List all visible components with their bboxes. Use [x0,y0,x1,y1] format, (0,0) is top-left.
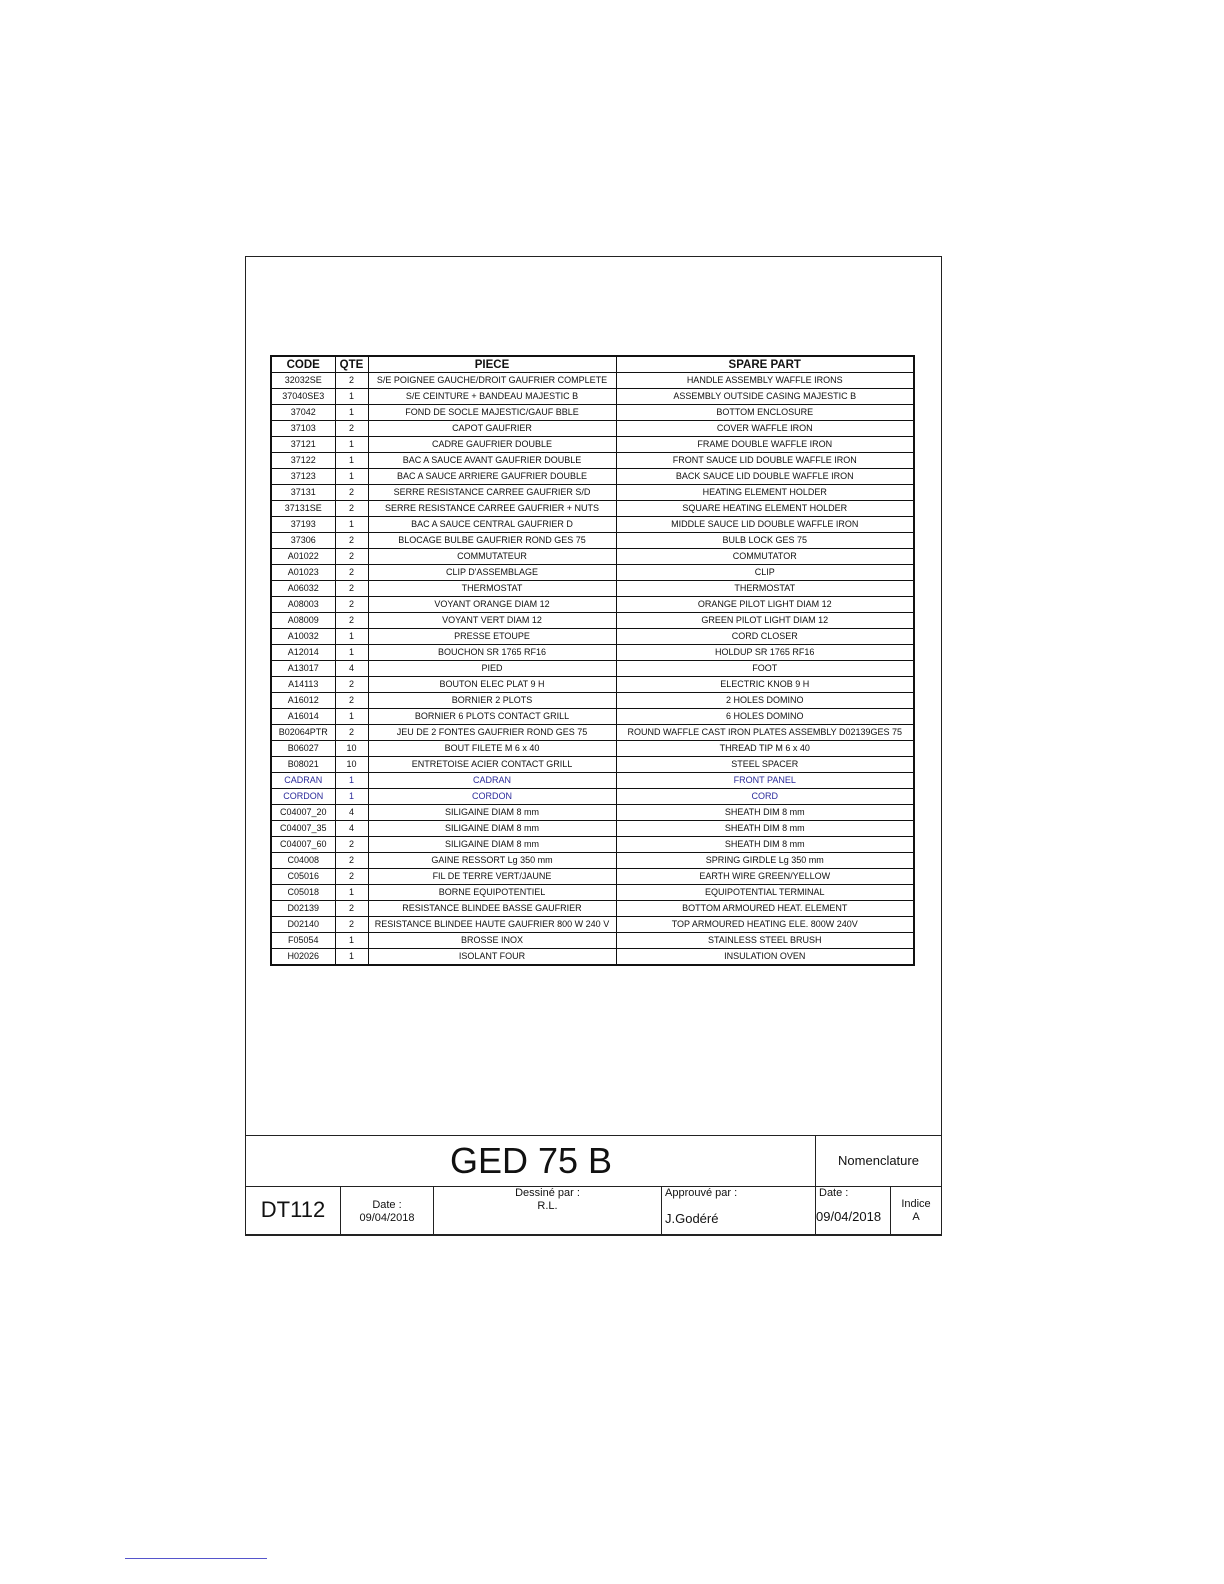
cell-piece: COMMUTATEUR [368,549,616,565]
table-row [271,677,914,693]
cell-piece: S/E CEINTURE + BANDEAU MAJESTIC B [368,389,616,405]
cell-spare-part: EQUIPOTENTIAL TERMINAL [616,885,914,901]
cell-piece: BOUTON ELEC PLAT 9 H [368,677,616,693]
cell-code: 37040SE3 [271,389,335,405]
approved-by-label: Approuvé par : [665,1187,738,1199]
table-row [271,581,914,597]
cell-code: 37122 [271,453,335,469]
cell-qte: 2 [335,613,368,629]
table-row [271,805,914,821]
table-row [271,389,914,405]
cell-spare-part: HEATING ELEMENT HOLDER [616,485,914,501]
cell-spare-part: EARTH WIRE GREEN/YELLOW [616,869,914,885]
date2-value: 09/04/2018 [816,1209,882,1224]
table-row [271,533,914,549]
table-row [271,933,914,949]
date-label: Date : [372,1199,402,1211]
cell-piece: PIED [368,661,616,677]
table-row [271,517,914,533]
doc-number-cell [246,1187,340,1235]
cell-piece: JEU DE 2 FONTES GAUFRIER ROND GES 75 [368,725,616,741]
cell-code: C05018 [271,885,335,901]
cell-qte: 4 [335,661,368,677]
table-row [271,549,914,565]
cell-qte: 1 [335,405,368,421]
cell-code: 37193 [271,517,335,533]
table-row [271,405,914,421]
cell-code: D02140 [271,917,335,933]
cell-piece: BORNE EQUIPOTENTIEL [368,885,616,901]
cell-code: CADRAN [271,773,335,789]
cell-code: A10032 [271,629,335,645]
cell-piece: BORNIER 2 PLOTS [368,693,616,709]
cell-qte: 2 [335,837,368,853]
cell-qte: 4 [335,805,368,821]
cell-piece: SERRE RESISTANCE CARREE GAUFRIER + NUTS [368,501,616,517]
table-row [271,725,914,741]
cell-piece: CADRAN [368,773,616,789]
cell-qte: 2 [335,373,368,389]
cell-qte: 1 [335,517,368,533]
cell-qte: 1 [335,645,368,661]
cell-code: A01022 [271,549,335,565]
cell-piece: VOYANT VERT DIAM 12 [368,613,616,629]
table-row [271,789,914,805]
index-value: A [912,1211,920,1223]
cell-spare-part: TOP ARMOURED HEATING ELE. 800W 240V [616,917,914,933]
approved-by-value: J.Godéré [665,1211,719,1226]
date-value: 09/04/2018 [359,1212,415,1224]
cell-code: H02026 [271,949,335,966]
cell-spare-part: HANDLE ASSEMBLY WAFFLE IRONS [616,373,914,389]
cell-piece: BOUCHON SR 1765 RF16 [368,645,616,661]
parts-table-body [271,373,914,966]
cell-code: 37042 [271,405,335,421]
title-block-top [245,1135,942,1187]
cell-spare-part: GREEN PILOT LIGHT DIAM 12 [616,613,914,629]
cell-qte: 1 [335,389,368,405]
cell-spare-part: COMMUTATOR [616,549,914,565]
table-row [271,485,914,501]
cell-code: C04007_35 [271,821,335,837]
cell-piece: RESISTANCE BLINDEE HAUTE GAUFRIER 800 W 240 V [368,917,616,933]
cell-qte: 1 [335,629,368,645]
table-row [271,741,914,757]
cell-code: A13017 [271,661,335,677]
cell-qte: 2 [335,421,368,437]
cell-spare-part: 2 HOLES DOMINO [616,693,914,709]
cell-piece: BOUT FILETE M 6 x 40 [368,741,616,757]
table-row [271,437,914,453]
cell-code: A06032 [271,581,335,597]
table-row [271,901,914,917]
cell-qte: 2 [335,693,368,709]
doc-number: DT112 [260,1197,326,1222]
cell-spare-part: CORD CLOSER [616,629,914,645]
cell-spare-part: SHEATH DIM 8 mm [616,821,914,837]
table-row [271,453,914,469]
cell-piece: BLOCAGE BULBE GAUFRIER ROND GES 75 [368,533,616,549]
cell-piece: SILIGAINE DIAM 8 mm [368,805,616,821]
cell-spare-part: ASSEMBLY OUTSIDE CASING MAJESTIC B [616,389,914,405]
table-row [271,597,914,613]
cell-code: C04007_20 [271,805,335,821]
table-row [271,757,914,773]
cell-spare-part: SHEATH DIM 8 mm [616,805,914,821]
cell-piece: PRESSE ETOUPE [368,629,616,645]
cell-code: 37123 [271,469,335,485]
table-row [271,853,914,869]
cell-spare-part: BOTTOM ENCLOSURE [616,405,914,421]
cell-qte: 2 [335,725,368,741]
table-row [271,645,914,661]
table-row [271,421,914,437]
cell-code: A08009 [271,613,335,629]
cell-piece: BORNIER 6 PLOTS CONTACT GRILL [368,709,616,725]
table-row [271,821,914,837]
table-row [271,613,914,629]
cell-code: 37121 [271,437,335,453]
footnote-separator [125,1558,267,1559]
cell-qte: 2 [335,901,368,917]
cell-piece: FIL DE TERRE VERT/JAUNE [368,869,616,885]
cell-qte: 2 [335,485,368,501]
cell-code: 37306 [271,533,335,549]
cell-spare-part: CLIP [616,565,914,581]
cell-spare-part: 6 HOLES DOMINO [616,709,914,725]
cell-code: 32032SE [271,373,335,389]
cell-code: A08003 [271,597,335,613]
title-block-bottom [245,1186,942,1236]
cell-code: A14113 [271,677,335,693]
cell-spare-part: ORANGE PILOT LIGHT DIAM 12 [616,597,914,613]
cell-spare-part: FRONT SAUCE LID DOUBLE WAFFLE IRON [616,453,914,469]
cell-qte: 2 [335,501,368,517]
cell-piece: BAC A SAUCE AVANT GAUFRIER DOUBLE [368,453,616,469]
parts-table-header [271,356,914,373]
index-label: Indice [901,1198,931,1210]
cell-piece: SILIGAINE DIAM 8 mm [368,821,616,837]
cell-spare-part: HOLDUP SR 1765 RF16 [616,645,914,661]
cell-qte: 1 [335,885,368,901]
cell-piece: FOND DE SOCLE MAJESTIC/GAUF BBLE [368,405,616,421]
cell-qte: 2 [335,869,368,885]
cell-piece: THERMOSTAT [368,581,616,597]
table-row [271,869,914,885]
cell-qte: 4 [335,821,368,837]
header-spare-part: SPARE PART [616,356,914,373]
parts-table [270,355,915,966]
table-row [271,693,914,709]
table-row [271,661,914,677]
cell-spare-part: SHEATH DIM 8 mm [616,837,914,853]
cell-spare-part: BULB LOCK GES 75 [616,533,914,549]
table-row [271,773,914,789]
cell-qte: 10 [335,757,368,773]
cell-qte: 1 [335,437,368,453]
cell-qte: 2 [335,597,368,613]
cell-code: A16014 [271,709,335,725]
table-row [271,885,914,901]
cell-spare-part: MIDDLE SAUCE LID DOUBLE WAFFLE IRON [616,517,914,533]
cell-spare-part: SPRING GIRDLE Lg 350 mm [616,853,914,869]
cell-qte: 1 [335,773,368,789]
cell-code: C04007_60 [271,837,335,853]
approved-by-cell [661,1187,815,1235]
cell-qte: 1 [335,709,368,725]
cell-piece: ENTRETOISE ACIER CONTACT GRILL [368,757,616,773]
table-row [271,373,914,389]
cell-spare-part: THERMOSTAT [616,581,914,597]
cell-code: C05016 [271,869,335,885]
cell-qte: 2 [335,549,368,565]
cell-code: B02064PTR [271,725,335,741]
cell-spare-part: THREAD TIP M 6 x 40 [616,741,914,757]
table-row [271,565,914,581]
header-qte: QTE [335,356,368,373]
index-cell [890,1187,941,1235]
cell-piece: S/E POIGNEE GAUCHE/DROIT GAUFRIER COMPLETE [368,373,616,389]
cell-qte: 1 [335,469,368,485]
cell-code: A01023 [271,565,335,581]
header-code: CODE [271,356,335,373]
cell-qte: 2 [335,917,368,933]
cell-qte: 2 [335,533,368,549]
date-cell [340,1187,433,1235]
cell-qte: 2 [335,853,368,869]
drawing-title: GED 75 B [449,1140,613,1181]
drawn-by-cell [433,1187,661,1235]
cell-spare-part: SQUARE HEATING ELEMENT HOLDER [616,501,914,517]
drawn-by-label: Dessiné par : [515,1187,580,1199]
cell-piece: GAINE RESSORT Lg 350 mm [368,853,616,869]
cell-piece: CORDON [368,789,616,805]
table-row [271,837,914,853]
header-piece: PIECE [368,356,616,373]
cell-qte: 2 [335,581,368,597]
cell-qte: 2 [335,677,368,693]
cell-spare-part: CORD [616,789,914,805]
cell-spare-part: INSULATION OVEN [616,949,914,966]
date2-label: Date : [819,1187,849,1199]
cell-code: F05054 [271,933,335,949]
cell-qte: 1 [335,949,368,966]
cell-qte: 2 [335,565,368,581]
cell-code: A16012 [271,693,335,709]
cell-qte: 1 [335,789,368,805]
table-row [271,501,914,517]
cell-spare-part: BACK SAUCE LID DOUBLE WAFFLE IRON [616,469,914,485]
table-row [271,469,914,485]
table-row [271,629,914,645]
cell-spare-part: STEEL SPACER [616,757,914,773]
cell-spare-part: FRAME DOUBLE WAFFLE IRON [616,437,914,453]
nomenclature-cell [815,1136,941,1187]
drawn-by-value: R.L. [537,1200,558,1212]
cell-code: B06027 [271,741,335,757]
cell-code: 37131SE [271,501,335,517]
table-row [271,949,914,966]
cell-code: A12014 [271,645,335,661]
cell-spare-part: BOTTOM ARMOURED HEAT. ELEMENT [616,901,914,917]
cell-spare-part: ROUND WAFFLE CAST IRON PLATES ASSEMBLY D02139GES 75 [616,725,914,741]
table-row [271,709,914,725]
cell-piece: RESISTANCE BLINDEE BASSE GAUFRIER [368,901,616,917]
cell-spare-part: FOOT [616,661,914,677]
cell-piece: VOYANT ORANGE DIAM 12 [368,597,616,613]
cell-piece: BAC A SAUCE CENTRAL GAUFRIER D [368,517,616,533]
cell-piece: CAPOT GAUFRIER [368,421,616,437]
cell-piece: BROSSE INOX [368,933,616,949]
cell-qte: 1 [335,453,368,469]
cell-piece: SILIGAINE DIAM 8 mm [368,837,616,853]
cell-code: CORDON [271,789,335,805]
cell-piece: ISOLANT FOUR [368,949,616,966]
cell-code: B08021 [271,757,335,773]
cell-qte: 1 [335,933,368,949]
cell-spare-part: STAINLESS STEEL BRUSH [616,933,914,949]
date2-cell [815,1187,890,1235]
cell-piece: CLIP D'ASSEMBLAGE [368,565,616,581]
cell-spare-part: FRONT PANEL [616,773,914,789]
cell-piece: CADRE GAUFRIER DOUBLE [368,437,616,453]
cell-qte: 10 [335,741,368,757]
cell-code: D02139 [271,901,335,917]
cell-piece: SERRE RESISTANCE CARREE GAUFRIER S/D [368,485,616,501]
table-row [271,917,914,933]
cell-spare-part: COVER WAFFLE IRON [616,421,914,437]
cell-spare-part: ELECTRIC KNOB 9 H [616,677,914,693]
cell-code: 37103 [271,421,335,437]
cell-code: C04008 [271,853,335,869]
nomenclature-label: Nomenclature [838,1153,919,1168]
cell-code: 37131 [271,485,335,501]
cell-piece: BAC A SAUCE ARRIERE GAUFRIER DOUBLE [368,469,616,485]
